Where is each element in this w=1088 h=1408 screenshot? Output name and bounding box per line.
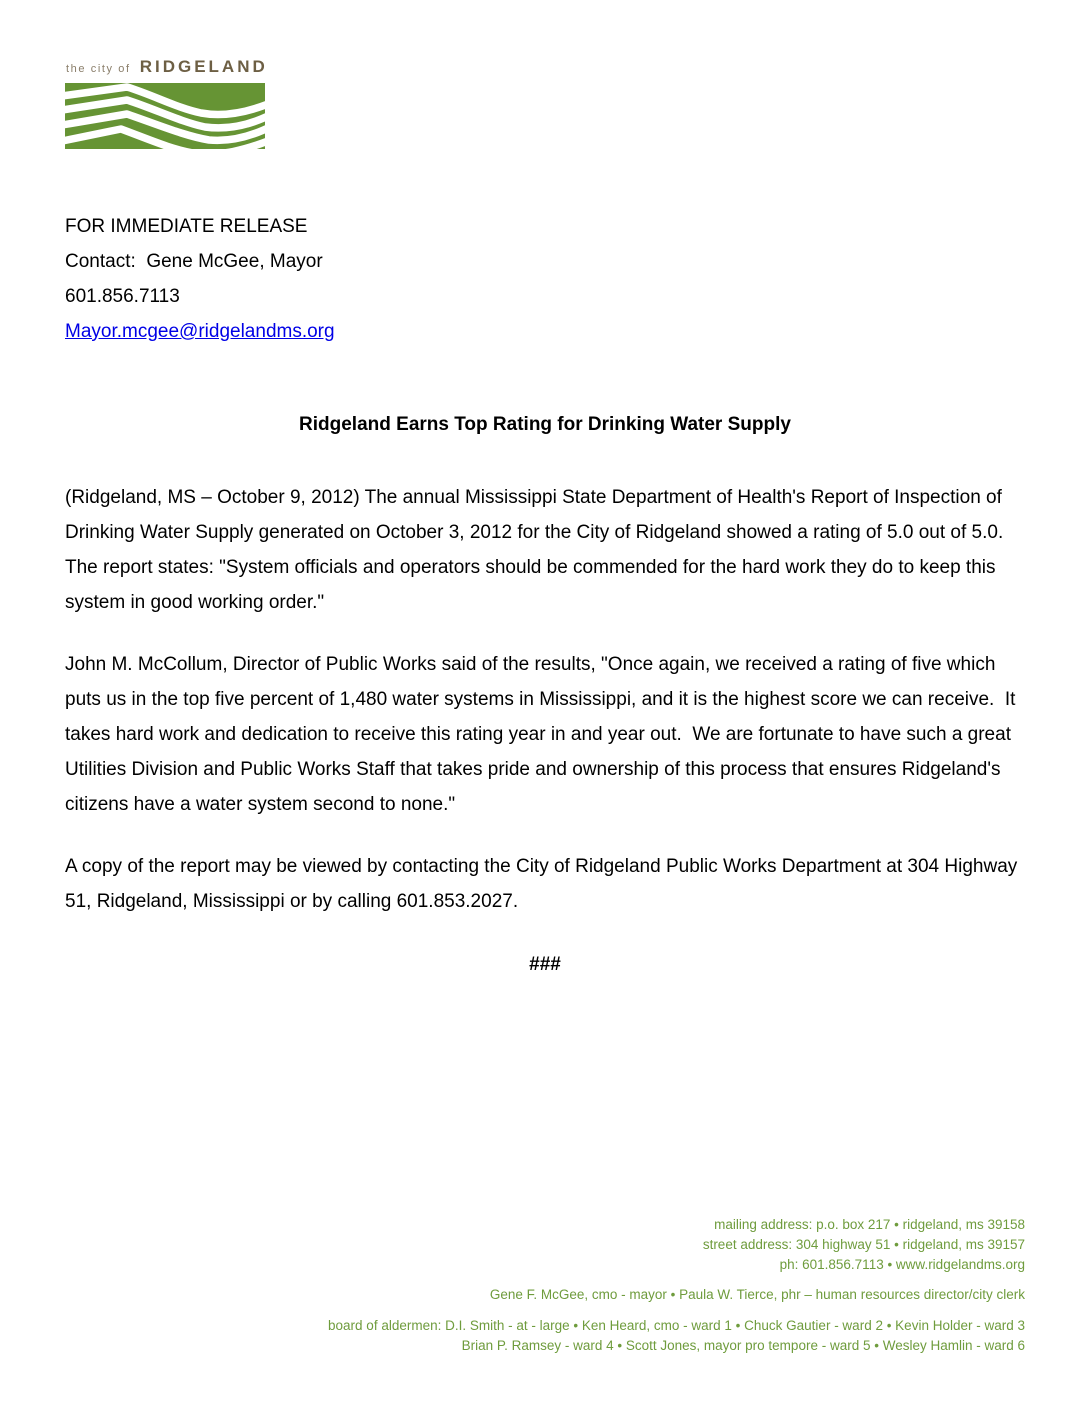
headline: Ridgeland Earns Top Rating for Drinking Water Supply bbox=[299, 414, 791, 435]
mailing-address: mailing address: p.o. box 217 • ridgeland, ms 39158 bbox=[714, 1217, 1025, 1232]
phone-web-line: ph: 601.856.7113 • www.ridgelandms.org bbox=[779, 1257, 1025, 1272]
logo-wordmark bbox=[66, 57, 268, 77]
paragraph-lede: (Ridgeland, MS – October 9, 2012) The annual Mississippi State Department of Health's Report of Inspection of Drinking Water Supply generated on October 3, 2012 for the City of Ridgeland showed a rating of 5.0 out of 5.0. The report states: "System officials and operators should be commended for the hard work they do to keep this system in good working order." bbox=[65, 487, 1014, 613]
footer-aldermen-block bbox=[328, 1316, 1025, 1356]
aldermen-line-1: board of aldermen: D.I. Smith - at - large • Ken Heard, cmo - ward 1 • Chuck Gautier - ward 2 • Kevin Holder - ward 3 bbox=[328, 1318, 1025, 1333]
contact-line: Contact: Gene McGee, Mayor bbox=[65, 251, 323, 272]
end-mark: ### bbox=[529, 954, 561, 975]
footer bbox=[328, 1215, 1025, 1356]
paragraph-report-info: A copy of the report may be viewed by contacting the City of Ridgeland Public Works Department at 304 Highway 51, Ridgeland, Mississippi or by calling 601.853.2027. bbox=[65, 856, 1023, 912]
email-line bbox=[65, 314, 1025, 349]
phone-number: 601.856.7113 bbox=[65, 286, 180, 307]
city-logo bbox=[65, 57, 268, 149]
release-contact-block bbox=[65, 209, 1025, 349]
logo-city-name: RIDGELAND bbox=[139, 57, 268, 76]
footer-address-block bbox=[328, 1215, 1025, 1275]
street-address: street address: 304 highway 51 • ridgeland, ms 39157 bbox=[702, 1237, 1025, 1252]
ridge-waves-icon bbox=[65, 83, 265, 149]
paragraph-quote: John M. McCollum, Director of Public Works said of the results, "Once again, we received a rating of five which puts us in the top five percent of 1,480 water systems in Mississippi, and it is the highest score we can receive. It takes hard work and dedication to receive this rating year in and year out. We are fortunate to have such a great Utilities Division and Public Works Staff that takes pride and ownership of this process that ensures Ridgeland's citizens have a water system second to none." bbox=[65, 654, 1021, 815]
for-immediate-release-label: FOR IMMEDIATE RELEASE bbox=[65, 216, 308, 237]
email-link[interactable]: Mayor.mcgee@ridgelandms.org bbox=[65, 321, 335, 342]
aldermen-line-2: Brian P. Ramsey - ward 4 • Scott Jones, mayor pro tempore - ward 5 • Wesley Hamlin - ward 6 bbox=[461, 1338, 1025, 1353]
footer-officials-line: Gene F. McGee, cmo - mayor • Paula W. Tierce, phr – human resources director/city clerk bbox=[489, 1287, 1025, 1302]
logo-tagline: the city of bbox=[66, 63, 131, 75]
